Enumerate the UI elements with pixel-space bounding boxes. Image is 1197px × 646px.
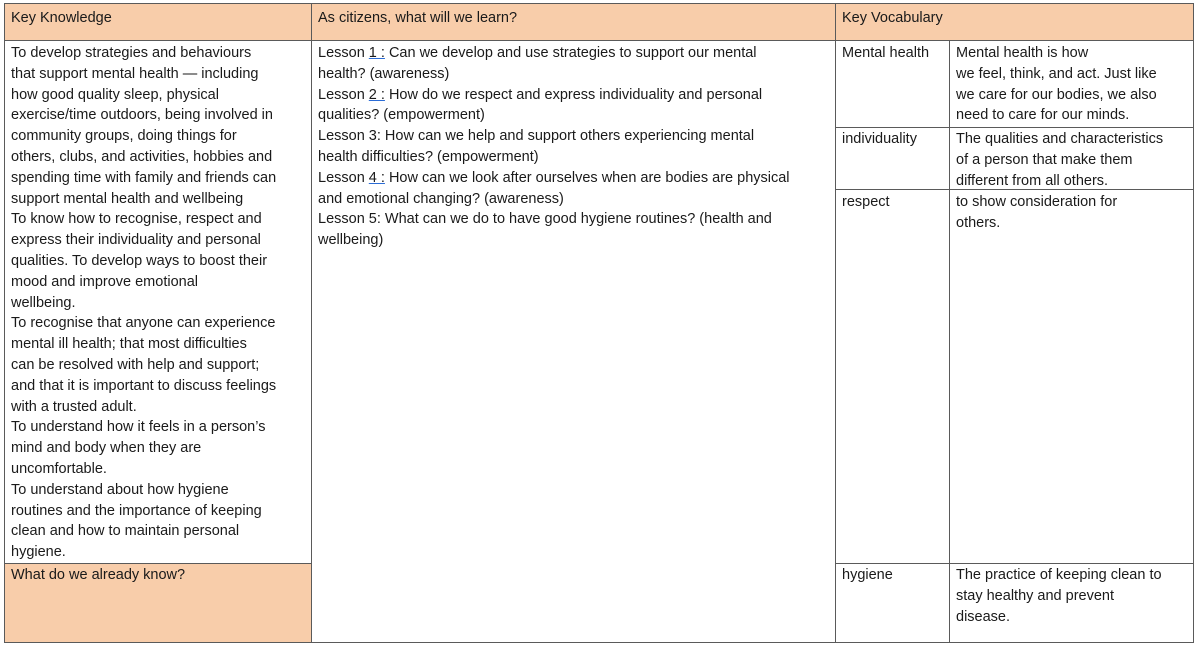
vocab-definition-cell xyxy=(949,127,1194,190)
already-know-label: What do we already know? xyxy=(11,567,186,583)
knowledge-organiser-table xyxy=(4,3,1194,643)
key-knowledge-line: To understand how it feels in a person’s xyxy=(11,419,266,436)
vocab-term: hygiene xyxy=(842,567,893,583)
vocab-definition-line: disease. xyxy=(956,608,1011,625)
lesson-number: 4 : xyxy=(368,169,385,186)
vocab-definition-cell xyxy=(949,189,1194,564)
key-knowledge-line: qualities. To develop ways to boost their xyxy=(11,252,268,269)
vocab-definition xyxy=(956,43,1187,126)
lesson-item xyxy=(318,168,829,189)
lesson-item xyxy=(318,43,829,64)
vocab-term-cell xyxy=(835,189,950,564)
lesson-number: 1 : xyxy=(368,45,385,61)
lesson-number: 3: xyxy=(368,128,381,145)
vocab-definition xyxy=(956,565,1187,627)
key-knowledge-line: with a trusted adult. xyxy=(11,398,137,415)
key-knowledge-line: that support mental health — including xyxy=(11,65,259,82)
lesson-item xyxy=(318,126,829,147)
header-citizens: As citizens, what will we learn? xyxy=(311,3,836,41)
vocab-term: respect xyxy=(842,194,890,210)
key-knowledge-line: and that it is important to discuss feelings xyxy=(11,377,277,394)
vocab-term-cell xyxy=(835,127,950,190)
lesson-number: 5: xyxy=(368,211,381,228)
vocab-term-cell xyxy=(835,40,950,128)
key-knowledge-cell xyxy=(4,40,312,564)
key-knowledge-line: hygiene. xyxy=(11,544,66,561)
vocab-term: individuality xyxy=(842,131,917,147)
key-knowledge-line: mental ill health; that most difficulties xyxy=(11,336,247,353)
lesson-question-continued: and emotional changing? (awareness) xyxy=(318,190,564,207)
vocab-definition-line: to show consideration for xyxy=(956,194,1118,210)
vocab-definition-line: we feel, think, and act. Just like xyxy=(956,65,1157,82)
key-knowledge-line: To understand about how hygiene xyxy=(11,481,229,498)
vocab-definition-line: stay healthy and prevent xyxy=(956,587,1114,604)
vocab-term: Mental health xyxy=(842,45,930,61)
lesson-question-continued: health? (awareness) xyxy=(318,65,450,82)
vocab-definition-line: different from all others. xyxy=(956,172,1109,189)
lesson-question-continued: qualities? (empowerment) xyxy=(318,107,485,124)
key-knowledge-line: To develop strategies and behaviours xyxy=(11,45,252,61)
lesson-prefix: Lesson xyxy=(318,128,369,145)
key-knowledge-line: To know how to recognise, respect and xyxy=(11,211,262,228)
key-knowledge-line: support mental health and wellbeing xyxy=(11,190,244,207)
vocab-term-cell xyxy=(835,563,950,643)
key-knowledge-line: exercise/time outdoors, being involved in xyxy=(11,107,273,124)
key-knowledge-line: can be resolved with help and support; xyxy=(11,356,260,373)
key-knowledge-line: uncomfortable. xyxy=(11,460,107,477)
lesson-list xyxy=(318,43,829,251)
key-knowledge-line: others, clubs, and activities, hobbies and xyxy=(11,148,273,165)
key-knowledge-line: spending time with family and friends can xyxy=(11,169,277,186)
lesson-item xyxy=(318,209,829,230)
lesson-prefix: Lesson xyxy=(318,45,369,61)
lesson-prefix: Lesson xyxy=(318,211,369,228)
key-knowledge-line: mood and improve emotional xyxy=(11,273,198,290)
lesson-question: How can we look after ourselves when are bodies are physical xyxy=(384,169,790,186)
vocab-definition-line: need to care for our minds. xyxy=(956,107,1130,124)
lessons-cell xyxy=(311,40,836,643)
lesson-prefix: Lesson xyxy=(318,169,369,186)
vocab-definition-line: Mental health is how xyxy=(956,45,1089,61)
lesson-question-continued: wellbeing) xyxy=(318,232,384,249)
key-knowledge-line: community groups, doing things for xyxy=(11,128,237,145)
header-key-knowledge: Key Knowledge xyxy=(4,3,312,41)
vocab-definition xyxy=(956,192,1187,234)
lesson-prefix: Lesson xyxy=(318,86,369,103)
lesson-question: What can we do to have good hygiene routines? (health and xyxy=(380,211,772,228)
key-knowledge-text xyxy=(11,43,305,563)
lesson-question-continued: health difficulties? (empowerment) xyxy=(318,148,539,165)
vocab-definition-line: The qualities and characteristics xyxy=(956,131,1164,147)
key-knowledge-line: clean and how to maintain personal xyxy=(11,523,240,540)
vocab-definition-line: we care for our bodies, we also xyxy=(956,86,1157,103)
vocab-definition-cell xyxy=(949,40,1194,128)
key-knowledge-line: wellbeing. xyxy=(11,294,76,311)
header-key-vocabulary: Key Vocabulary xyxy=(835,3,1194,41)
vocab-definition xyxy=(956,129,1187,190)
lesson-number: 2 : xyxy=(368,86,385,103)
key-knowledge-line: To recognise that anyone can experience xyxy=(11,315,276,332)
key-knowledge-line: routines and the importance of keeping xyxy=(11,502,262,519)
already-know-cell xyxy=(4,563,312,643)
key-knowledge-line: express their individuality and personal xyxy=(11,232,261,249)
vocab-definition-cell xyxy=(949,563,1194,643)
vocab-definition-line: The practice of keeping clean to xyxy=(956,567,1162,583)
lesson-item xyxy=(318,85,829,106)
vocab-definition-line: others. xyxy=(956,214,1001,231)
lesson-question: Can we develop and use strategies to support our mental xyxy=(384,45,757,61)
vocab-definition-line: of a person that make them xyxy=(956,151,1133,168)
lesson-question: How can we help and support others experiencing mental xyxy=(380,128,755,145)
key-knowledge-line: mind and body when they are xyxy=(11,440,202,457)
key-knowledge-line: how good quality sleep, physical xyxy=(11,86,219,103)
lesson-question: How do we respect and express individuality and personal xyxy=(384,86,763,103)
